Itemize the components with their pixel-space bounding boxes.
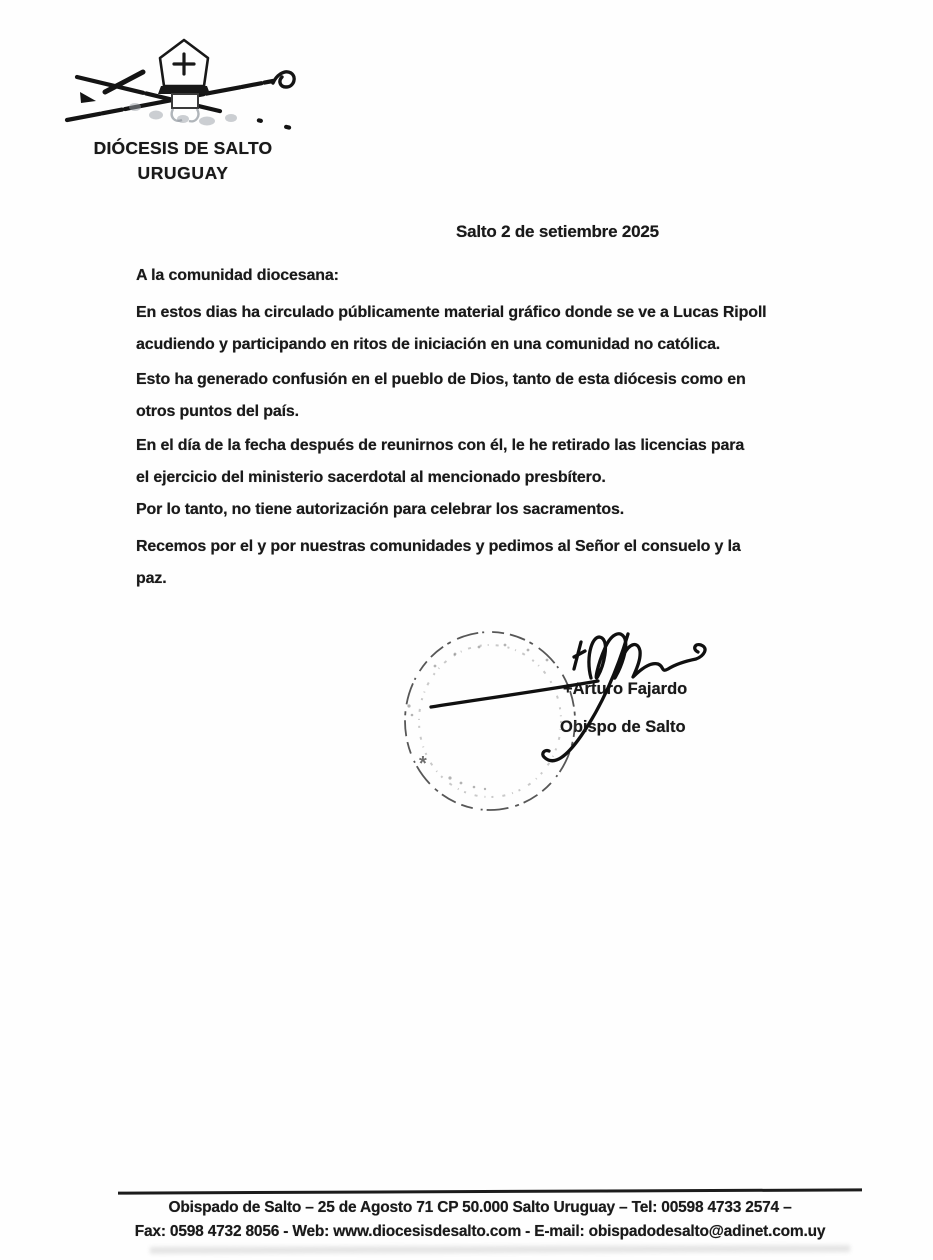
letter-paragraph — [136, 297, 816, 361]
round-stamp-icon — [405, 632, 575, 810]
paragraph-line: Recemos por el y por nuestras comunidades y pedimos al Señor el consuelo y la — [136, 538, 741, 555]
signatory-name: +Arturo Fajardo — [563, 680, 688, 698]
letter-paragraph — [136, 364, 816, 428]
footer-address-line: Obispado de Salto – 25 de Agosto 71 CP 50.000 Salto Uruguay – Tel: 00598 4733 2574 – — [168, 1199, 792, 1216]
paragraph-line: Esto ha generado confusión en el pueblo de Dios, tanto de esta diócesis como en — [136, 371, 746, 388]
paragraph-line: Por lo tanto, no tiene autorización para celebrar los sacramentos. — [136, 501, 625, 518]
stamp-asterisk: * — [419, 753, 427, 775]
footer-contact-line: Fax: 0598 4732 8056 - Web: www.diocesisdesalto.com - E-mail: obispadodesalto@adinet.com.uy — [134, 1223, 826, 1240]
paragraph-line: En el día de la fecha después de reunirnos con él, le he retirado las licencias para — [136, 437, 745, 454]
letterhead-org-name: DIÓCESIS DE SALTO — [93, 138, 273, 158]
diocese-emblem-icon — [55, 35, 315, 135]
letter-paragraph — [136, 494, 816, 526]
paragraph-line: acudiendo y participando en ritos de iniciación en una comunidad no católica. — [136, 336, 721, 353]
paragraph-line: En estos dias ha circulado públicamente material gráfico donde se ve a Lucas Ripoll — [136, 304, 767, 321]
letterhead-country: URUGUAY — [137, 163, 229, 183]
signatory-title: Obispo de Salto — [560, 718, 686, 736]
footer-divider — [118, 1188, 862, 1194]
letter-paragraph — [136, 430, 816, 494]
scan-smudge — [150, 1245, 850, 1254]
paragraph-line: el ejercicio del ministerio sacerdotal al mencionado presbítero. — [136, 469, 606, 486]
paragraph-line: paz. — [136, 570, 167, 587]
letter-paragraph — [136, 531, 816, 595]
paragraph-line: otros puntos del país. — [136, 403, 299, 420]
salutation: A la comunidad diocesana: — [136, 267, 339, 284]
date-line: Salto 2 de setiembre 2025 — [456, 222, 659, 241]
